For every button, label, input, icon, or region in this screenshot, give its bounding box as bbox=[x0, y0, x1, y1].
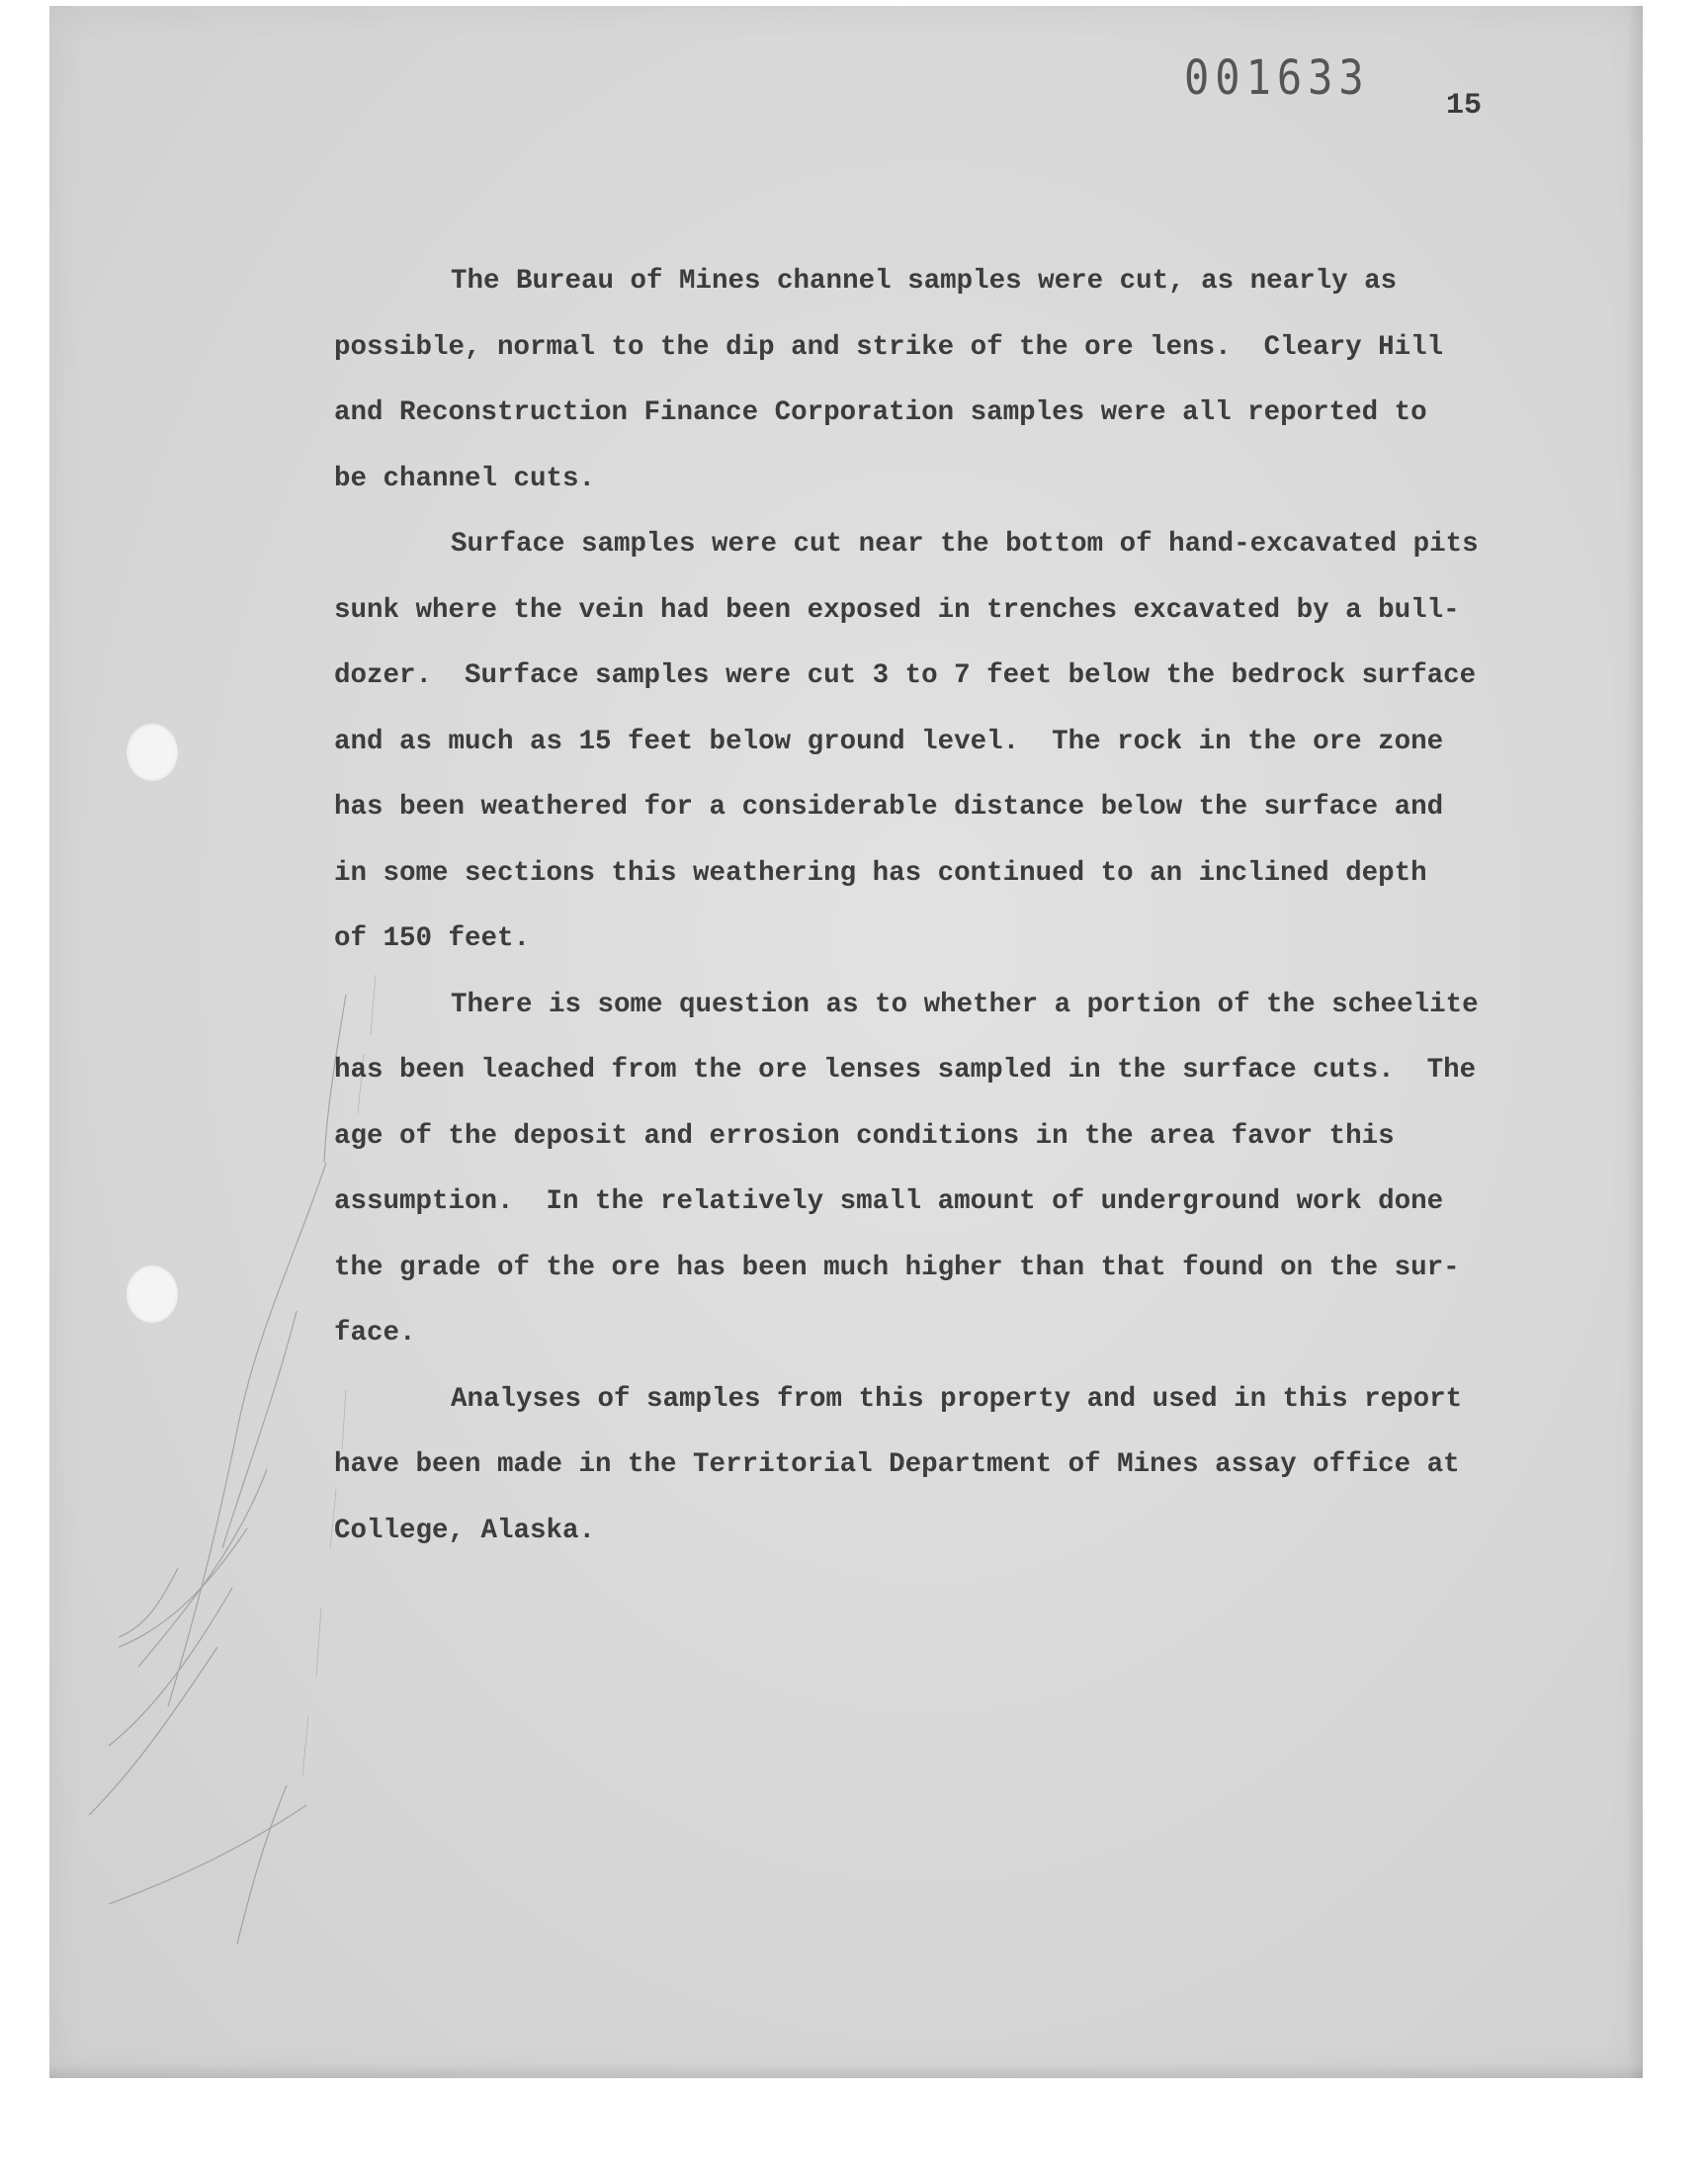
body-text bbox=[334, 249, 1540, 1564]
punch-hole-top bbox=[127, 724, 178, 781]
text-line: assumption. In the relatively small amount of underground work done bbox=[334, 1186, 1444, 1217]
text-line: and Reconstruction Finance Corporation samples were all reported to bbox=[334, 397, 1427, 428]
text-line: in some sections this weathering has continued to an inclined depth bbox=[334, 857, 1427, 889]
text-line: Surface samples were cut near the bottom of hand-excavated pits bbox=[451, 529, 1479, 560]
page-number: 15 bbox=[1446, 89, 1483, 123]
paragraph-4 bbox=[334, 1367, 1540, 1565]
text-line: Analyses of samples from this property and used in this report bbox=[451, 1383, 1463, 1415]
text-line: be channel cuts. bbox=[334, 463, 596, 494]
text-line: age of the deposit and errosion conditions in the area favor this bbox=[334, 1120, 1395, 1152]
text-line: has been leached from the ore lenses sampled in the surface cuts. The bbox=[334, 1055, 1477, 1086]
text-line: There is some question as to whether a portion of the scheelite bbox=[451, 989, 1479, 1020]
text-line: have been made in the Territorial Department of Mines assay office at bbox=[334, 1449, 1460, 1480]
text-line: of 150 feet. bbox=[334, 923, 531, 954]
document-control-number: 001633 bbox=[1184, 49, 1370, 106]
page-edge-shadow-bottom bbox=[49, 2064, 1643, 2078]
text-line: and as much as 15 feet below ground level. The rock in the ore zone bbox=[334, 726, 1444, 757]
paragraph-3 bbox=[334, 973, 1540, 1367]
text-line: sunk where the vein had been exposed in trenches excavated by a bull- bbox=[334, 594, 1460, 626]
text-line: has been weathered for a considerable distance below the surface and bbox=[334, 792, 1444, 823]
text-line: possible, normal to the dip and strike of the ore lens. Cleary Hill bbox=[334, 331, 1444, 363]
paragraph-2 bbox=[334, 512, 1540, 973]
punch-hole-bottom bbox=[127, 1265, 178, 1323]
text-line: College, Alaska. bbox=[334, 1515, 596, 1546]
text-line: the grade of the ore has been much higher than that found on the sur- bbox=[334, 1252, 1460, 1283]
document-page bbox=[49, 6, 1643, 2078]
text-line: dozer. Surface samples were cut 3 to 7 feet below the bedrock surface bbox=[334, 660, 1477, 691]
page-edge-shadow-right bbox=[1627, 6, 1643, 2078]
text-line: face. bbox=[334, 1318, 416, 1348]
text-line: The Bureau of Mines channel samples were cut, as nearly as bbox=[451, 266, 1398, 297]
paragraph-1 bbox=[334, 249, 1540, 512]
